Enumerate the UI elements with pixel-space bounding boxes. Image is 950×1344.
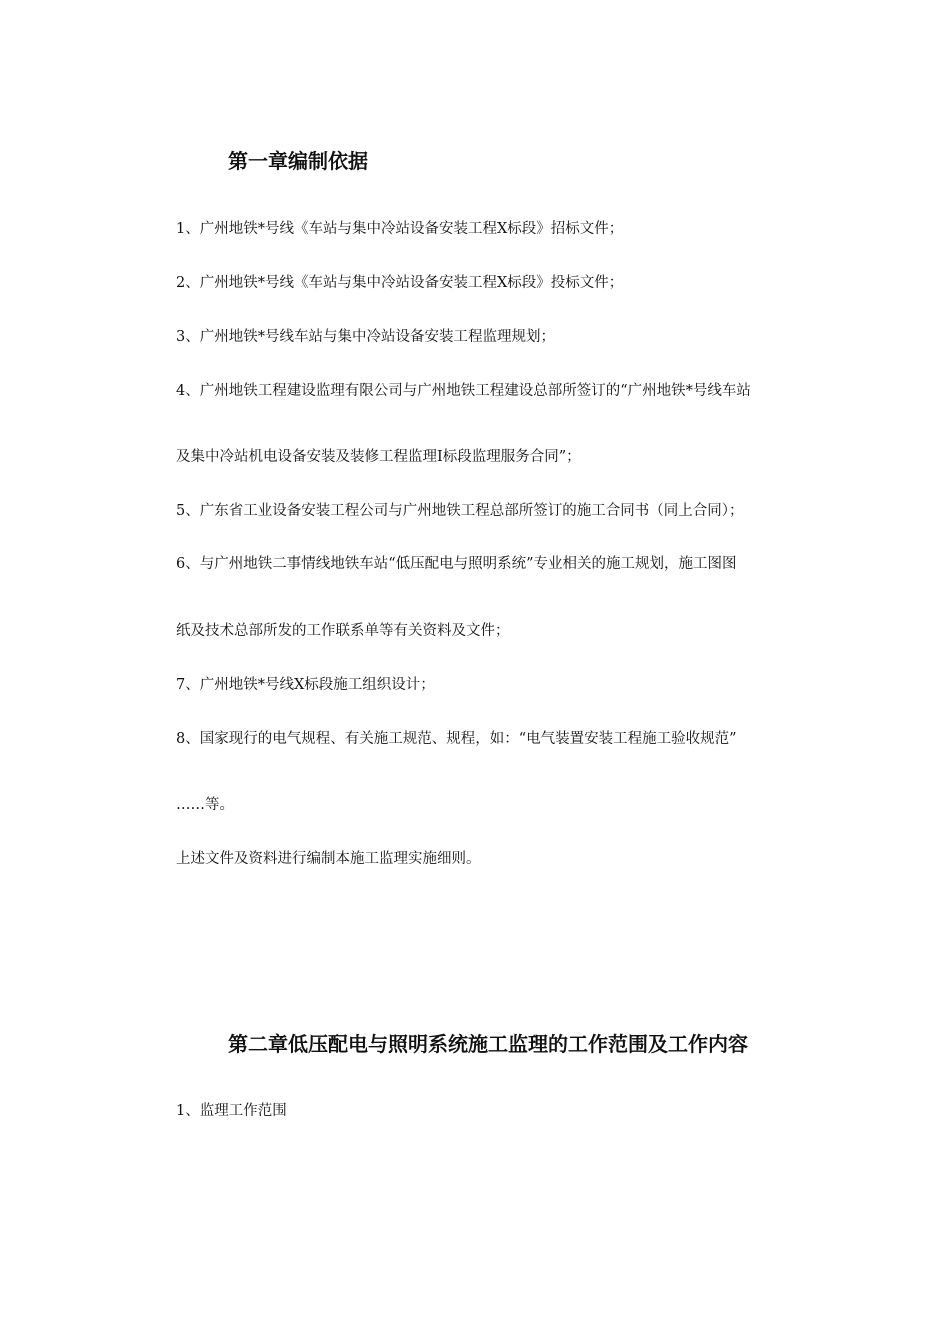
basis-item-6-continued: 纸及技术总部所发的工作联系单等有关资料及文件； (176, 623, 510, 639)
basis-item-2: 2、广州地铁*号线《车站与集中冷站设备安装工程X标段》投标文件； (176, 275, 624, 291)
basis-item-8-continued: ……等。 (176, 797, 234, 813)
scope-item-1: 1、监理工作范围 (176, 1103, 287, 1119)
basis-item-3: 3、广州地铁*号线车站与集中冷站设备安装工程监理规划； (176, 329, 555, 345)
basis-item-7: 7、广州地铁*号线X标段施工组织设计； (176, 677, 435, 693)
basis-summary: 上述文件及资料进行编制本施工监理实施细则。 (176, 851, 481, 867)
basis-item-1: 1、广州地铁*号线《车站与集中冷站设备安装工程X标段》招标文件； (176, 221, 624, 237)
basis-item-6: 6、与广州地铁二事情线地铁车站“低压配电与照明系统”专业相关的施工规划，施工图图 (176, 556, 737, 572)
chapter-1-title: 第一章编制依据 (228, 149, 368, 173)
basis-item-8: 8、国家现行的电气规程、有关施工规范、规程，如：“电气装置安装工程施工验收规范” (176, 731, 737, 747)
basis-item-4: 4、广州地铁工程建设监理有限公司与广州地铁工程建设总部所签订的“广州地铁*号线车站 (176, 383, 751, 399)
basis-item-5: 5、广东省工业设备安装工程公司与广州地铁工程总部所签订的施工合同书（同上合同）； (176, 503, 744, 519)
chapter-2-title: 第二章低压配电与照明系统施工监理的工作范围及工作内容 (228, 1032, 748, 1056)
basis-item-4-continued: 及集中冷站机电设备安装及装修工程监理Ⅰ标段监理服务合同”； (176, 449, 581, 465)
